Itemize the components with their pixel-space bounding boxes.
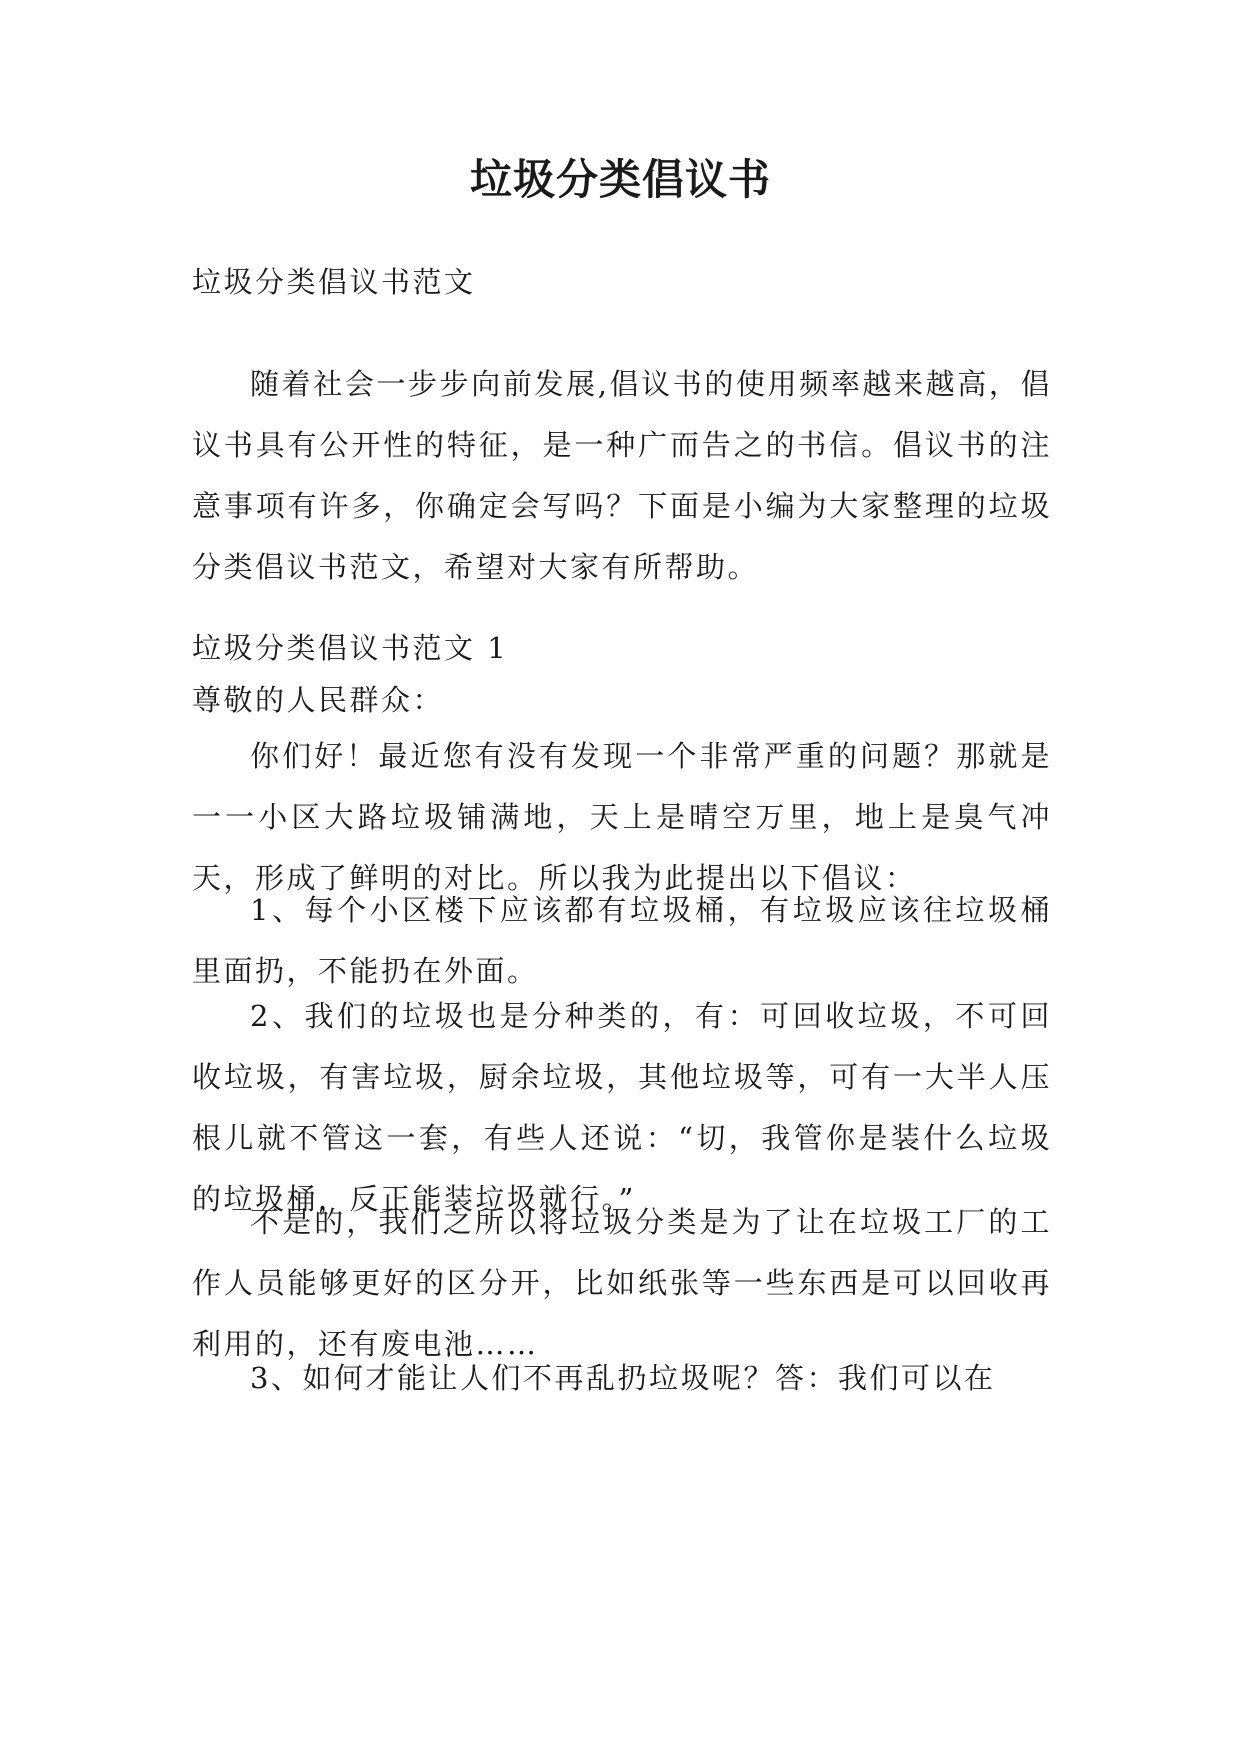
document-title: 垃圾分类倡议书 bbox=[469, 155, 771, 204]
intro-paragraph: 随着社会一步步向前发展,倡议书的使用频率越来越高，倡议书具有公开性的特征，是一种广而告之的书信。倡议书的注意事项有许多，你确定会写吗？下面是小编为大家整理的垃圾分类倡议书范文，希望对大家有所帮助。 bbox=[192, 367, 1052, 584]
body-paragraph-2: 1、每个小区楼下应该都有垃圾桶，有垃圾应该往垃圾桶里面扔，不能扔在外面。 bbox=[192, 893, 1052, 988]
body-paragraph-1: 你们好！最近您有没有发现一个非常严重的问题？那就是一一小区大路垃圾铺满地，天上是晴空万里，地上是臭气冲天，形成了鲜明的对比。所以我为此提出以下倡议： bbox=[192, 739, 1052, 895]
document-subtitle: 垃圾分类倡议书范文 bbox=[192, 265, 476, 299]
section-heading: 垃圾分类倡议书范文 1 bbox=[192, 631, 509, 665]
body-paragraph-4: 不是的，我们之所以将垃圾分类是为了让在垃圾工厂的工作人员能够更好的区分开，比如纸张等一些东西是可以回收再利用的，还有废电池…… bbox=[192, 1205, 1052, 1361]
body-paragraph-3: 2、我们的垃圾也是分种类的，有：可回收垃圾，不可回收垃圾，有害垃圾，厨余垃圾，其他垃圾等，可有一大半人压根儿就不管这一套，有些人还说：“切，我管你是装什么垃圾的垃圾桶，反正能装垃圾就行。” bbox=[192, 999, 1052, 1216]
body-paragraph-5: 3、如何才能让人们不再乱扔垃圾呢？答：我们可以在 bbox=[250, 1361, 996, 1395]
salutation: 尊敬的人民群众： bbox=[192, 683, 445, 717]
